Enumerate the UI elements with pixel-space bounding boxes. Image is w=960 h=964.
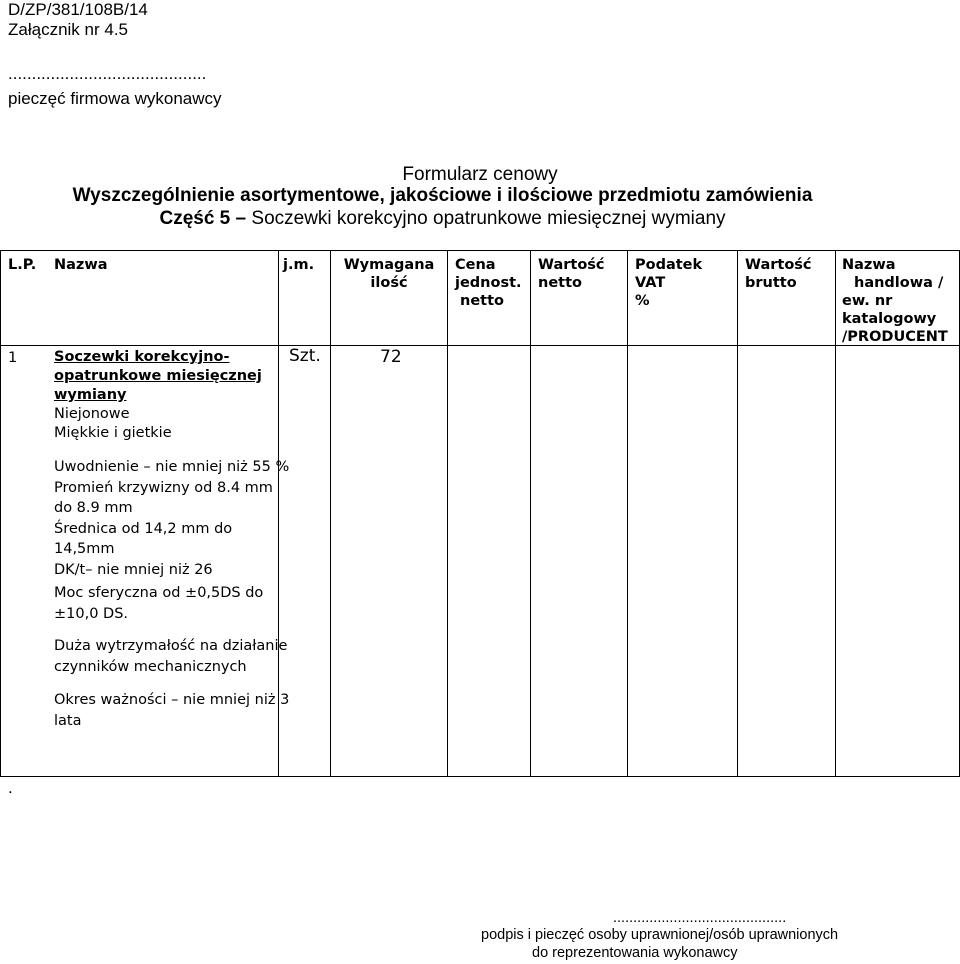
- header-wartosc-brutto: [745, 256, 812, 292]
- header-ilosc-line2: ilość: [370, 275, 408, 291]
- header-producent-line3: ew. nr: [842, 293, 893, 309]
- part-description: Soczewki korekcyjno opatrunkowe miesięcznej wymiany: [251, 208, 726, 229]
- header-jm: j.m.: [283, 257, 315, 273]
- header-vat-line1: Podatek: [635, 257, 703, 273]
- part-number: Część 5: [159, 208, 231, 229]
- form-subtitle: Wyszczególnienie asortymentowe, jakościowe i ilościowe przedmiotu zamówienia: [72, 185, 813, 206]
- product-spec-params: [54, 457, 289, 580]
- product-name-line3: wymiany: [54, 387, 127, 403]
- spec-line: Moc sferyczna od ±0,5DS do: [54, 585, 264, 601]
- product-spec-expiry: [54, 690, 289, 731]
- col-border-ilosc: [330, 250, 331, 777]
- header-producent-line1: Nazwa: [842, 257, 896, 273]
- table-header-divider: [0, 345, 960, 346]
- form-title: Formularz cenowy: [402, 164, 558, 185]
- header-wartosc-netto-line1: Wartość: [538, 257, 605, 273]
- form-part-title: [0, 208, 885, 230]
- attachment-number: Załącznik nr 4.5: [8, 20, 128, 39]
- spec-line: Duża wytrzymałość na działanie: [54, 638, 288, 654]
- header-cena: [455, 256, 522, 310]
- header-wartosc-netto-line2: netto: [538, 275, 582, 291]
- header-cena-line3: netto: [460, 293, 504, 309]
- row-ilosc: 72: [380, 347, 402, 367]
- product-spec-basic: [54, 405, 172, 443]
- header-cena-line2: jednost.: [455, 275, 522, 291]
- header-producent-line4: katalogowy: [842, 311, 937, 327]
- spec-line: Miękkie i gietkie: [54, 425, 172, 441]
- header-cena-line1: Cena: [455, 257, 496, 273]
- table-top-border: [0, 250, 960, 251]
- header-lp: L.P.: [8, 257, 37, 273]
- spec-line: ±10,0 DS.: [54, 605, 129, 622]
- header-vat: [635, 256, 702, 310]
- product-spec-power: [54, 583, 263, 624]
- header-producent-line5: /PRODUCENT: [842, 329, 948, 345]
- spec-line: 14,5mm: [54, 541, 115, 557]
- header-producent-line2: handlowa /: [854, 275, 944, 291]
- header-ilosc-line1: Wymagana: [343, 257, 435, 273]
- product-name: [54, 348, 262, 405]
- spec-line: Średnica od 14,2 mm do: [54, 520, 233, 537]
- col-border-producent: [835, 250, 836, 777]
- stamp-dots: ..........................................: [8, 64, 207, 83]
- row-lp: 1: [8, 350, 18, 366]
- col-border-left: [0, 250, 1, 777]
- spec-line: Uwodnienie – nie mniej niż 55 %: [54, 459, 290, 475]
- signature-label-2: do reprezentowania wykonawcy: [532, 945, 738, 961]
- spec-line: lata: [54, 712, 82, 729]
- spec-line: Niejonowe: [54, 406, 130, 422]
- product-spec-durability: [54, 636, 287, 677]
- row-jm: Szt.: [289, 346, 321, 366]
- col-border-wartosc-netto: [530, 250, 531, 777]
- header-vat-line2: VAT: [635, 275, 666, 291]
- header-vat-line3: %: [635, 293, 650, 309]
- signature-dots: ...........................................: [613, 910, 787, 926]
- col-border-cena: [447, 250, 448, 777]
- header-producent: [842, 256, 948, 346]
- spec-line: do 8.9 mm: [54, 500, 133, 516]
- col-border-wartosc-brutto: [737, 250, 738, 777]
- header-wartosc-netto: [538, 256, 605, 292]
- signature-label: podpis i pieczęć osoby uprawnionej/osób uprawnionych: [481, 927, 839, 943]
- trailing-dot: .: [8, 778, 13, 797]
- stamp-label: pieczęć firmowa wykonawcy: [8, 89, 222, 108]
- header-wartosc-brutto-line2: brutto: [745, 275, 797, 291]
- spec-line: Promień krzywizny od 8.4 mm: [54, 479, 273, 496]
- col-border-vat: [627, 250, 628, 777]
- header-nazwa: Nazwa: [54, 257, 108, 273]
- table-bottom-border: [0, 776, 960, 777]
- spec-line: Okres ważności – nie mniej niż 3: [54, 692, 290, 708]
- header-wartosc-brutto-line1: Wartość: [745, 257, 812, 273]
- spec-line: czynników mechanicznych: [54, 658, 247, 675]
- document-reference: D/ZP/381/108B/14: [8, 0, 148, 19]
- part-dash: –: [235, 208, 247, 229]
- header-ilosc: [331, 256, 447, 292]
- spec-line: DK/t– nie mniej niż 26: [54, 561, 213, 578]
- product-name-line2: opatrunkowe miesięcznej: [54, 368, 262, 384]
- product-name-line1: Soczewki korekcyjno-: [54, 349, 230, 365]
